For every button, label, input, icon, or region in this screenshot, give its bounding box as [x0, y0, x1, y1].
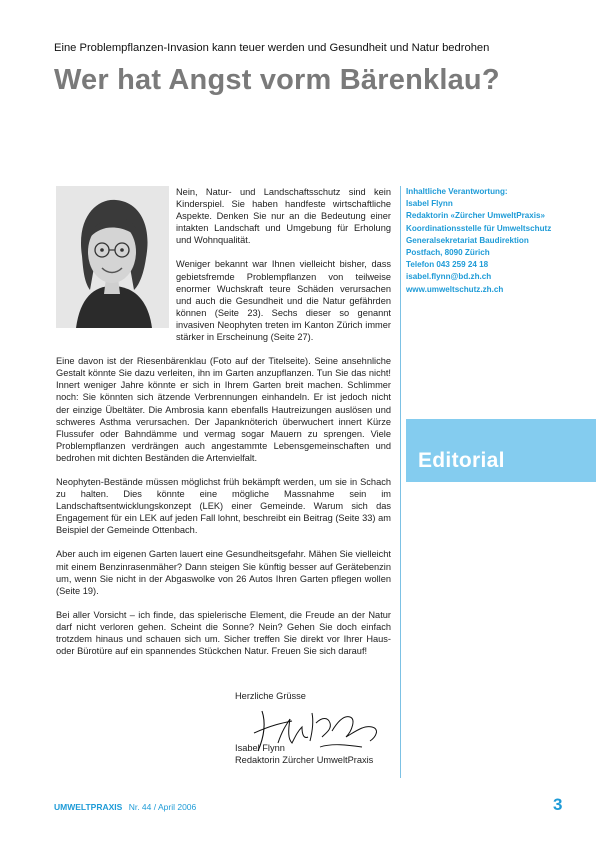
footer-brand: UMWELTPRAXIS: [54, 802, 123, 812]
credit-line: Generalsekretariat Baudirektion: [406, 235, 529, 245]
author-portrait: [56, 186, 169, 328]
author-name: Isabel Flynn: [235, 743, 285, 754]
article-paragraph: Neophyten-Bestände müssen möglichst früh bekämpft werden, um sie in Schach zu halten. Dies könnte eine mögliche Massnahme sein im Landschaftsentwicklungskonzept (LEK) einer Gemeinde. Warum sich das Engagement für ein LEK auf jeden Fall lohnt, beschreibt ein Beitrag (Seite 33) am Beispiel der Gemeinde Ottenbach.: [56, 476, 391, 536]
editorial-credits: [406, 186, 596, 296]
article-headline: Wer hat Angst vorm Bärenklau?: [54, 64, 500, 96]
footer-issue-info: [54, 802, 196, 812]
section-label: Editorial: [418, 449, 505, 472]
handwritten-signature: [252, 703, 392, 758]
page-number: 3: [553, 795, 563, 814]
article-paragraph: Aber auch im eigenen Garten lauert eine Gesundheitsgefahr. Mähen Sie vielleicht mit einem Benzinrasenmäher? Dann steigen Sie künftig besser auf Gerätebenzin um, wenn Sie nicht in der Abgaswolke von 26 Autos Ihren Garten pflegen wollen (Seite 19).: [56, 549, 391, 596]
section-label-box: [406, 419, 596, 482]
credit-email-link[interactable]: isabel.flynn@bd.zh.ch: [406, 272, 492, 282]
article-kicker: Eine Problempflanzen-Invasion kann teuer werden und Gesundheit und Natur bedrohen: [54, 42, 490, 54]
footer-issue: Nr. 44 / April 2006: [128, 802, 197, 812]
author-role: Redaktorin Zürcher UmweltPraxis: [235, 755, 374, 766]
closing-greeting: Herzliche Grüsse: [235, 691, 306, 701]
column-divider: [400, 186, 401, 778]
credit-website-link[interactable]: www.umweltschutz.zh.ch: [406, 284, 504, 294]
article-paragraph: Weniger bekannt war Ihnen vielleicht bisher, dass gebietsfremde Problempflanzen von teilweise enormer Wuchskraft teure Schäden verursachen und auch die Gesundheit und die Natur gefährden können (Seite 23). Sechs dieser so genannt invasiven Neophyten treten im Kanton Zürich immer stärker in Erscheinung (Seite 27).: [176, 259, 391, 343]
credit-line: Telefon 043 259 24 18: [406, 260, 489, 270]
credit-line: Postfach, 8090 Zürich: [406, 248, 490, 258]
article-paragraph: Nein, Natur- und Landschaftsschutz sind kein Kinderspiel. Sie haben handfeste wirtschaftliche Aspekte. Denken Sie nur an die Bedeutung einer intakten Landschaft und Umgebung für Erholung und Wohnqualität.: [176, 187, 391, 246]
article-paragraph: Bei aller Vorsicht – ich finde, das spielerische Element, die Freude an der Natur darf nicht verloren gehen. Scheint die Sonne? Nein? Gehen Sie doch einfach trotzdem hinaus und schauen sich um. Sicher treffen Sie direkt vor Ihrer Haus- oder Bürotüre auf ein spannendes Stückchen Natur. Freuen Sie sich darauf!: [56, 609, 391, 657]
credit-line: Inhaltliche Verantwortung:: [406, 187, 508, 196]
credit-line: Redaktorin «Zürcher UmweltPraxis»: [406, 211, 545, 221]
article-paragraph: Eine davon ist der Riesenbärenklau (Foto auf der Titelseite). Seine ansehnliche Gestalt könnte Sie dazu verleiten, ihn im Garten anzupflanzen. Tun Sie das nicht! Innert weniger Jahre könnte er sich in Ihrem Garten breit machen. Schlimmer noch: Sie könnten sich ätzende Verbrennungen einhandeln. Er ist jedoch nicht der einzige Übeltäter. Die Ambrosia kann ebenfalls Hautreizungen auslösen und schweres Asthma verursachen. Der Japanknöterich überwuchert innert Kürze Flussufer oder Bahndämme und vermag sogar Mauern zu sprengen. Viele Problempflanzen verdrängen auch angestammte Lebensgemeinschaften und bedrohen mit dichten Beständen die Artenvielfalt.: [56, 356, 391, 463]
portrait-illustration: [56, 186, 169, 328]
credit-line: Koordinationsstelle für Umweltschutz: [406, 223, 552, 233]
credit-line: Isabel Flynn: [406, 199, 453, 209]
